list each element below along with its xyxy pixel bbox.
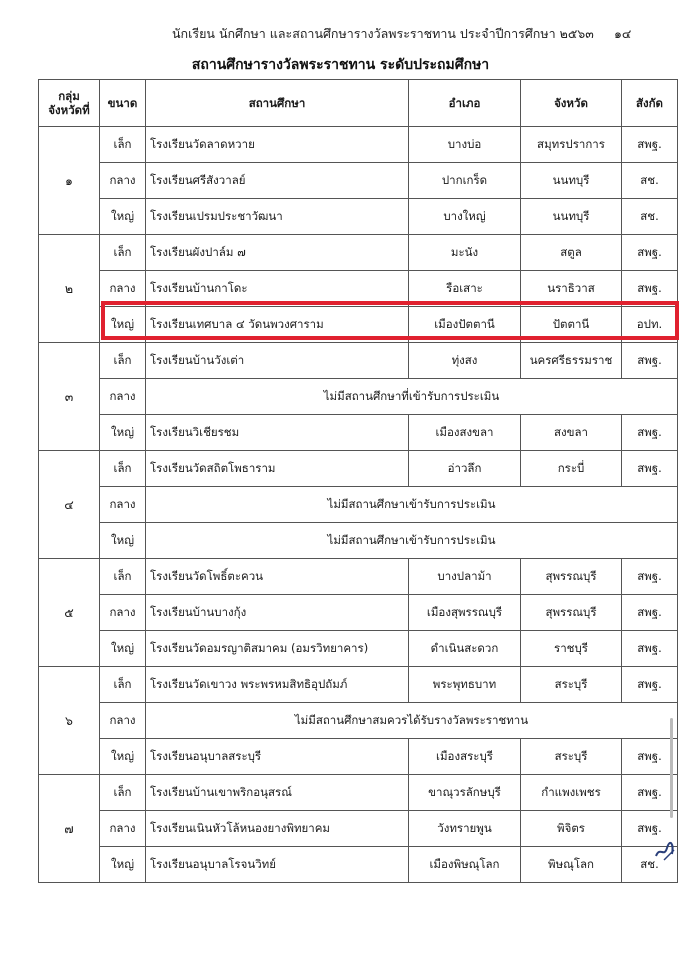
cell-size: กลาง <box>100 379 146 415</box>
cell-size: กลาง <box>100 703 146 739</box>
cell-district: เมืองพิษณุโลก <box>409 847 521 883</box>
cell-district: บางปลาม้า <box>409 559 521 595</box>
group-number: ๕ <box>39 559 100 667</box>
cell-school: โรงเรียนวิเชียรชม <box>146 415 409 451</box>
table-row <box>39 559 678 595</box>
table-header-row <box>39 80 678 127</box>
cell-district: รือเสาะ <box>409 271 521 307</box>
cell-district: เมืองสงขลา <box>409 415 521 451</box>
cell-district: เมืองสุพรรณบุรี <box>409 595 521 631</box>
cell-school: โรงเรียนเปรมประชาวัฒนา <box>146 199 409 235</box>
cell-size: ใหญ่ <box>100 631 146 667</box>
header-province: จังหวัด <box>521 80 622 127</box>
cell-affiliation: สช. <box>622 199 678 235</box>
cell-district: อ่าวลึก <box>409 451 521 487</box>
cell-affiliation: สพฐ. <box>622 127 678 163</box>
cell-size: เล็ก <box>100 775 146 811</box>
cell-school: โรงเรียนอนุบาลสระบุรี <box>146 739 409 775</box>
cell-size: กลาง <box>100 811 146 847</box>
cell-province: นครศรีธรรมราช <box>521 343 622 379</box>
table-row <box>39 451 678 487</box>
cell-district: เมืองสระบุรี <box>409 739 521 775</box>
cell-size: กลาง <box>100 271 146 307</box>
table-body <box>39 127 678 883</box>
award-schools-table <box>38 79 678 883</box>
cell-school: โรงเรียนบ้านวังเต่า <box>146 343 409 379</box>
cell-district: เมืองปัตตานี <box>409 307 521 343</box>
table-row <box>39 667 678 703</box>
table-row <box>39 523 678 559</box>
cell-affiliation: สพฐ. <box>622 595 678 631</box>
cell-affiliation: สพฐ. <box>622 775 678 811</box>
table-row <box>39 163 678 199</box>
cell-size: ใหญ่ <box>100 415 146 451</box>
cell-size: เล็ก <box>100 451 146 487</box>
cell-province: สมุทรปราการ <box>521 127 622 163</box>
cell-school: โรงเรียนผังปาล์ม ๗ <box>146 235 409 271</box>
cell-affiliation: สพฐ. <box>622 343 678 379</box>
group-number: ๓ <box>39 343 100 451</box>
running-header-text: นักเรียน นักศึกษา และสถานศึกษารางวัลพระราชทาน ประจำปีการศึกษา ๒๕๖๓ <box>172 26 594 41</box>
group-number: ๒ <box>39 235 100 343</box>
cell-affiliation: อปท. <box>622 307 678 343</box>
cell-affiliation: สพฐ. <box>622 739 678 775</box>
cell-no-school-note: ไม่มีสถานศึกษาเข้ารับการประเมิน <box>146 487 678 523</box>
handwritten-mark <box>652 836 678 862</box>
table-row <box>39 775 678 811</box>
cell-affiliation: สช. <box>622 847 678 883</box>
cell-school: โรงเรียนวัดเขาวง พระพรหมสิทธิอุปถัมภ์ <box>146 667 409 703</box>
cell-province: นราธิวาส <box>521 271 622 307</box>
cell-school: โรงเรียนบ้านกาโดะ <box>146 271 409 307</box>
table-row <box>39 343 678 379</box>
cell-province: สุพรรณบุรี <box>521 559 622 595</box>
cell-size: เล็ก <box>100 559 146 595</box>
table-row <box>39 127 678 163</box>
cell-affiliation: สพฐ. <box>622 667 678 703</box>
cell-province: สงขลา <box>521 415 622 451</box>
cell-province: สระบุรี <box>521 667 622 703</box>
table-row <box>39 631 678 667</box>
table-row <box>39 199 678 235</box>
cell-school: โรงเรียนวัดสถิตโพธาราม <box>146 451 409 487</box>
cell-district: ขาณุวรลักษบุรี <box>409 775 521 811</box>
cell-district: ทุ่งสง <box>409 343 521 379</box>
cell-no-school-note: ไม่มีสถานศึกษาที่เข้ารับการประเมิน <box>146 379 678 415</box>
cell-no-school-note: ไม่มีสถานศึกษาสมควรได้รับรางวัลพระราชทาน <box>146 703 678 739</box>
cell-size: เล็ก <box>100 235 146 271</box>
group-number: ๑ <box>39 127 100 235</box>
cell-school: โรงเรียนเทศบาล ๔ วัดนพวงศาราม <box>146 307 409 343</box>
group-number: ๖ <box>39 667 100 775</box>
cell-size: กลาง <box>100 487 146 523</box>
cell-affiliation: สพฐ. <box>622 415 678 451</box>
cell-school: โรงเรียนเนินหัวโล้หนองยางพิทยาคม <box>146 811 409 847</box>
cell-province: พิษณุโลก <box>521 847 622 883</box>
cell-school: โรงเรียนอนุบาลโรจนวิทย์ <box>146 847 409 883</box>
cell-no-school-note: ไม่มีสถานศึกษาเข้ารับการประเมิน <box>146 523 678 559</box>
cell-size: กลาง <box>100 595 146 631</box>
table-row <box>39 487 678 523</box>
table-row <box>39 847 678 883</box>
header-size: ขนาด <box>100 80 146 127</box>
cell-district: ปากเกร็ด <box>409 163 521 199</box>
cell-school: โรงเรียนศรีสังวาลย์ <box>146 163 409 199</box>
cell-school: โรงเรียนบ้านเขาพริกอนุสรณ์ <box>146 775 409 811</box>
header-affiliation: สังกัด <box>622 80 678 127</box>
document-title: สถานศึกษารางวัลพระราชทาน ระดับประถมศึกษา <box>191 57 490 73</box>
cell-district: พระพุทธบาท <box>409 667 521 703</box>
highlight-box <box>101 301 679 340</box>
cell-affiliation: สช. <box>622 163 678 199</box>
cell-district: ดำเนินสะดวก <box>409 631 521 667</box>
cell-school: โรงเรียนวัดโพธิ์ตะควน <box>146 559 409 595</box>
cell-size: ใหญ่ <box>100 739 146 775</box>
cell-school: โรงเรียนวัดลาดหวาย <box>146 127 409 163</box>
cell-size: เล็ก <box>100 667 146 703</box>
cell-affiliation: สพฐ. <box>622 235 678 271</box>
cell-size: เล็ก <box>100 343 146 379</box>
scrollbar[interactable] <box>670 718 673 818</box>
table-row <box>39 415 678 451</box>
header-school: สถานศึกษา <box>146 80 409 127</box>
table-row <box>39 703 678 739</box>
cell-province: กำแพงเพชร <box>521 775 622 811</box>
cell-affiliation: สพฐ. <box>622 271 678 307</box>
group-number: ๗ <box>39 775 100 883</box>
cell-province: กระบี่ <box>521 451 622 487</box>
cell-province: สระบุรี <box>521 739 622 775</box>
cell-school: โรงเรียนวัดอมรญาติสมาคม (อมรวิทยาคาร) <box>146 631 409 667</box>
cell-province: ปัตตานี <box>521 307 622 343</box>
header-district: อำเภอ <box>409 80 521 127</box>
table-row <box>39 739 678 775</box>
table-row <box>39 235 678 271</box>
cell-affiliation: สพฐ. <box>622 811 678 847</box>
cell-size: เล็ก <box>100 127 146 163</box>
cell-size: กลาง <box>100 163 146 199</box>
group-number: ๔ <box>39 451 100 559</box>
cell-district: มะนัง <box>409 235 521 271</box>
cell-district: บางบ่อ <box>409 127 521 163</box>
cell-size: ใหญ่ <box>100 199 146 235</box>
header-group-label: กลุ่มจังหวัดที่ <box>48 89 90 117</box>
cell-size: ใหญ่ <box>100 307 146 343</box>
cell-province: สตูล <box>521 235 622 271</box>
cell-province: สุพรรณบุรี <box>521 595 622 631</box>
cell-district: บางใหญ่ <box>409 199 521 235</box>
cell-school: โรงเรียนบ้านบางกุ้ง <box>146 595 409 631</box>
table-row <box>39 595 678 631</box>
cell-province: ราชบุรี <box>521 631 622 667</box>
header-group <box>39 80 100 127</box>
cell-affiliation: สพฐ. <box>622 631 678 667</box>
table-row <box>39 811 678 847</box>
cell-province: นนทบุรี <box>521 199 622 235</box>
cell-province: นนทบุรี <box>521 163 622 199</box>
cell-size: ใหญ่ <box>100 523 146 559</box>
page-number: ๑๔ <box>614 26 632 41</box>
cell-size: ใหญ่ <box>100 847 146 883</box>
cell-affiliation: สพฐ. <box>622 451 678 487</box>
cell-province: พิจิตร <box>521 811 622 847</box>
cell-district: วังทรายพูน <box>409 811 521 847</box>
table-row <box>39 379 678 415</box>
cell-affiliation: สพฐ. <box>622 559 678 595</box>
